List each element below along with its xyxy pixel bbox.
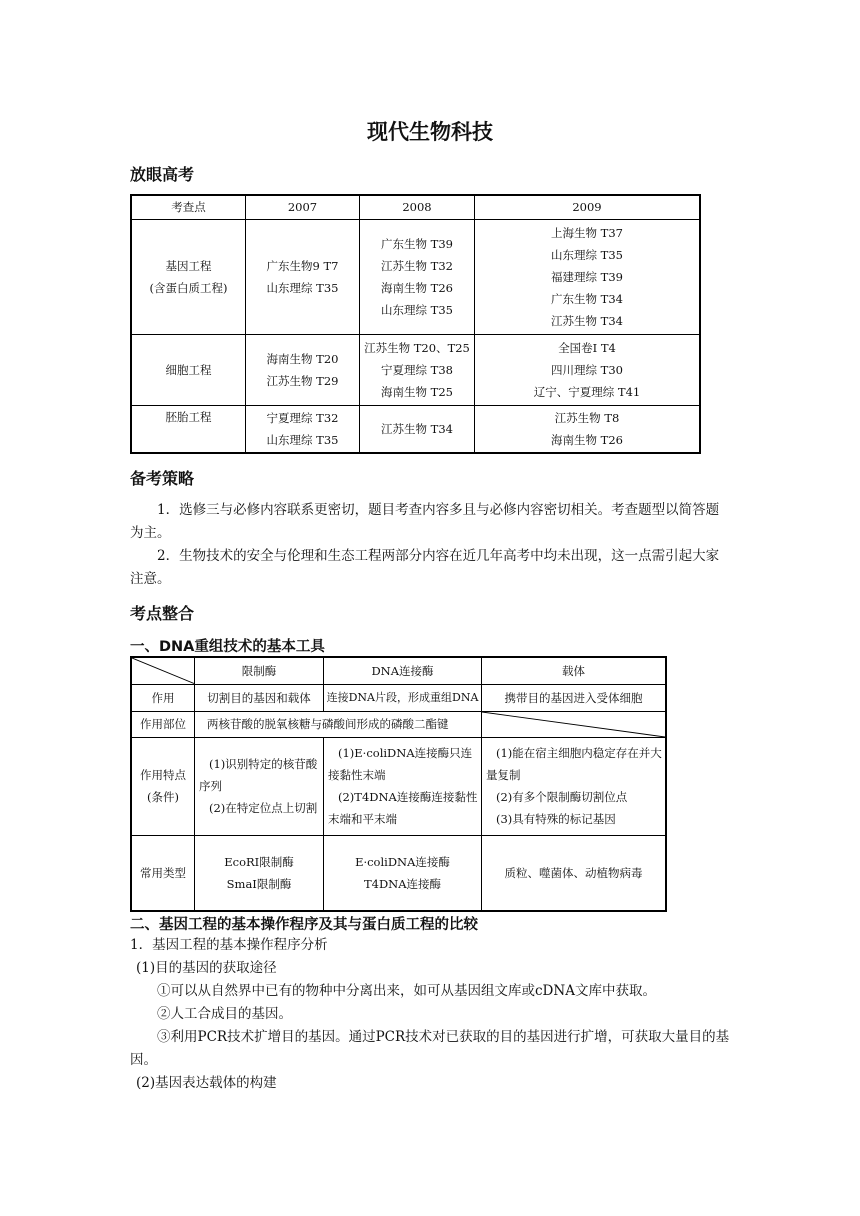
table-cell: 基因工程 (含蛋白质工程)	[131, 219, 246, 334]
row-label: 作用部位	[131, 711, 195, 737]
list-item: ③利用PCR技术扩增目的基因。通过PCR技术对已获取的目的基因进行扩增，可获取大量目的基因。	[130, 1029, 730, 1068]
table-cell: 广东生物 T39 江苏生物 T32 海南生物 T26 山东理综 T35	[360, 219, 475, 334]
table-cell: 两核苷酸的脱氧核糖与磷酸间形成的磷酸二酯键	[195, 711, 482, 737]
table-cell: 江苏生物 T34	[360, 405, 475, 453]
table-cell: 切割目的基因和载体	[195, 684, 324, 711]
section-heading-points: 考点整合	[130, 604, 195, 623]
table-cell: EcoRⅠ限制酶 SmaⅠ限制酶	[195, 835, 324, 911]
table-header: 考查点	[131, 195, 246, 219]
subsection-heading: 一、DNA重组技术的基本工具	[130, 639, 325, 655]
exam-table	[130, 194, 701, 454]
table-row	[131, 405, 700, 453]
table-row	[131, 684, 666, 711]
sub-heading: (1)目的基因的获取途径	[136, 960, 277, 976]
sub-heading: 1．基因工程的基本操作程序分析	[130, 937, 328, 953]
row-label: 常用类型	[131, 835, 195, 911]
subsection-heading: 二、基因工程的基本操作程序及其与蛋白质工程的比较	[130, 917, 478, 933]
table-header: 2008	[360, 195, 475, 219]
table-row	[131, 219, 700, 334]
tools-table	[130, 656, 667, 912]
table-cell: E·coliDNA连接酶 T4DNA连接酶	[324, 835, 482, 911]
table-row	[131, 835, 666, 911]
row-label: 作用	[131, 684, 195, 711]
table-cell: 海南生物 T20 江苏生物 T29	[246, 334, 360, 405]
table-cell: 胚胎工程	[131, 405, 246, 453]
table-cell: 连接DNA片段，形成重组DNA	[324, 684, 482, 711]
table-header: 限制酶	[195, 657, 324, 684]
diagonal-header-cell	[131, 657, 195, 684]
strategy-paragraph: 1．选修三与必修内容联系更密切，题目考查内容多且与必修内容密切相关。考查题型以简答题为主。	[130, 502, 720, 541]
table-header: DNA连接酶	[324, 657, 482, 684]
table-header: 载体	[482, 657, 667, 684]
table-row	[131, 334, 700, 405]
list-item: ①可以从自然界中已有的物种中分离出来，如可从基因组文库或cDNA文库中获取。	[157, 983, 656, 999]
table-cell: (1)识别特定的核苷酸序列 (2)在特定位点上切割	[195, 737, 324, 835]
table-cell: 全国卷Ⅰ T4 四川理综 T30 辽宁、宁夏理综 T41	[475, 334, 701, 405]
page-title: 现代生物科技	[367, 120, 493, 144]
table-cell: 携带目的基因进入受体细胞	[482, 684, 667, 711]
table-cell: 质粒、噬菌体、动植物病毒	[482, 835, 667, 911]
row-label: 作用特点 (条件)	[131, 737, 195, 835]
table-cell: 广东生物9 T7 山东理综 T35	[246, 219, 360, 334]
table-cell: 江苏生物 T20、T25 宁夏理综 T38 海南生物 T25	[360, 334, 475, 405]
table-cell: (1)E·coliDNA连接酶只连接黏性末端 (2)T4DNA连接酶连接黏性末端和平末端	[324, 737, 482, 835]
table-cell: 宁夏理综 T32 山东理综 T35	[246, 405, 360, 453]
list-item: ②人工合成目的基因。	[157, 1006, 292, 1022]
strategy-paragraph: 2．生物技术的安全与伦理和生态工程两部分内容在近几年高考中均未出现，这一点需引起大家注意。	[130, 548, 720, 587]
table-cell: 江苏生物 T8 海南生物 T26	[475, 405, 701, 453]
sub-heading: (2)基因表达载体的构建	[136, 1075, 277, 1091]
table-row	[131, 711, 666, 737]
table-header: 2007	[246, 195, 360, 219]
table-cell: (1)能在宿主细胞内稳定存在并大量复制 (2)有多个限制酶切割位点 (3)具有特殊的标记基因	[482, 737, 667, 835]
diagonal-empty-cell	[482, 711, 667, 737]
section-heading-outlook: 放眼高考	[130, 165, 195, 184]
table-row	[131, 737, 666, 835]
table-cell: 上海生物 T37 山东理综 T35 福建理综 T39 广东生物 T34 江苏生物 T34	[475, 219, 701, 334]
table-header: 2009	[475, 195, 701, 219]
section-heading-strategy: 备考策略	[130, 469, 195, 488]
table-cell: 细胞工程	[131, 334, 246, 405]
